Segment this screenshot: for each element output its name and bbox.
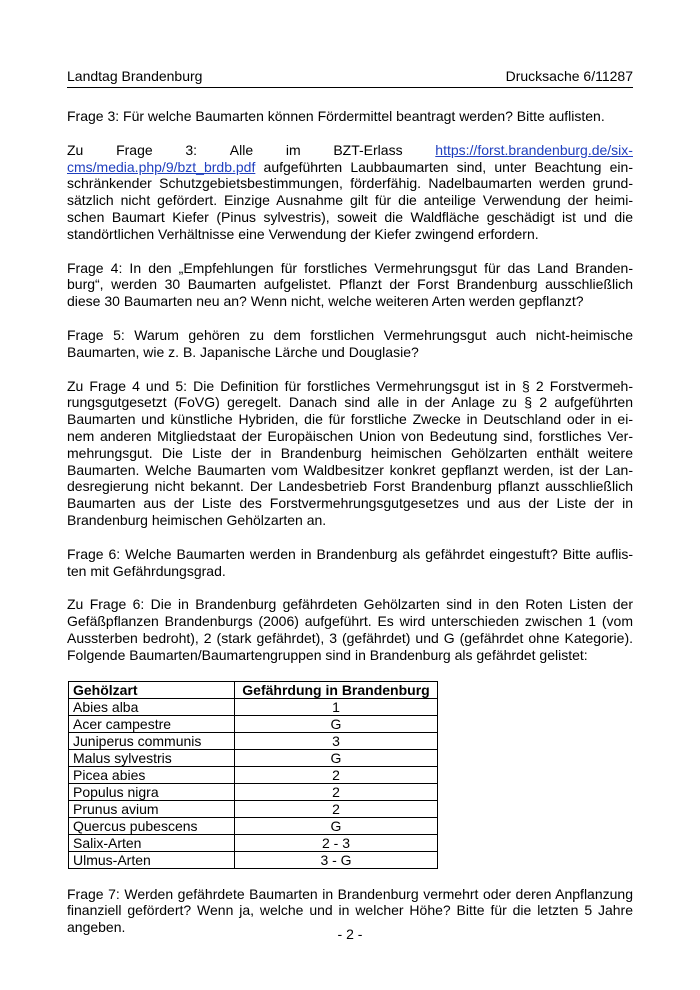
table-row bbox=[69, 732, 438, 749]
answer-3-word: BZT-Erlass bbox=[333, 141, 403, 158]
table-row bbox=[69, 783, 438, 800]
question-3: Frage 3: Für welche Baumarten können Fördermittel beantragt werden? Bitte auflisten. bbox=[67, 108, 605, 124]
endangerment-cell: 2 bbox=[235, 766, 438, 783]
column-header-species: Gehölzart bbox=[69, 681, 235, 698]
endangerment-cell: 3 - G bbox=[235, 851, 438, 868]
endangerment-cell: 2 bbox=[235, 800, 438, 817]
species-cell: Acer campestre bbox=[69, 715, 235, 732]
column-header-endangerment: Gefährdung in Brandenburg bbox=[235, 681, 438, 698]
endangerment-cell: 1 bbox=[235, 698, 438, 715]
species-cell: Quercus pubescens bbox=[69, 817, 235, 834]
species-cell: Malus sylvestris bbox=[69, 749, 235, 766]
answer-6: Zu Frage 6: Die in Brandenburg gefährdeten Gehölzarten sind in den Roten Listen der Gefäßpflanzen Brandenburgs (2006) aufgeführt. Es wird unterschieden zwischen 1 (vom Aussterben bedroht), 2 (stark gefährdet), 3 (gefährdet) und G (gefährdet ohne Kategorie). Folgende Baumarten/Baumartengruppen sind in Brandenburg als gefährdet gelistet: bbox=[67, 596, 633, 663]
species-cell: Ulmus-Arten bbox=[69, 851, 235, 868]
page-number: - 2 - bbox=[337, 926, 363, 942]
answer-4-5: Zu Frage 4 und 5: Die Definition für forstliches Vermehrungsgut ist in § 2 Forstvermeh-rungsgutgesetzt (FoVG) geregelt. Danach sind alle in der Anlage zu § 2 aufgeführten Baumarten und künstliche Hybriden, die für forstliche Zwecke in Deutschland oder in ei-nem anderen Mitgliedstaat der Europäischen Union von Bedeutung sind, forstliches Ver-mehrungsgut. Die Liste der in Brandenburg heimischen Gehölzarten enthält weitere Baumarten. Welche Baumarten vom Waldbesitzer konkret gepflanzt werden, ist der Lan-desregierung nicht bekannt. Der Landesbetrieb Forst Brandenburg pflanzt ausschließlich Baumarten aus der Liste des Forstvermehrungsgutgesetzes und aus der Liste der in Brandenburg heimischen Gehölzarten an. bbox=[67, 377, 633, 528]
answer-3-word: 3: bbox=[185, 141, 198, 158]
endangerment-cell: G bbox=[235, 749, 438, 766]
page-header bbox=[67, 68, 633, 88]
table-row bbox=[69, 834, 438, 851]
species-cell: Prunus avium bbox=[69, 800, 235, 817]
endangerment-cell: G bbox=[235, 715, 438, 732]
answer-3-body bbox=[67, 159, 633, 243]
answer-3 bbox=[67, 142, 633, 243]
species-cell: Salix-Arten bbox=[69, 834, 235, 851]
bzt-link-part-1[interactable]: https://forst.brandenburg.de/six- bbox=[435, 141, 633, 158]
table-header-row bbox=[69, 681, 438, 698]
answer-3-word: Frage bbox=[116, 141, 153, 158]
table-row bbox=[69, 766, 438, 783]
question-5: Frage 5: Warum gehören zu dem forstlichen Vermehrungsgut auch nicht-heimische Baumarten, wie z. B. Japanische Lärche und Douglasie? bbox=[67, 326, 633, 360]
endangerment-cell: 3 bbox=[235, 732, 438, 749]
table-row bbox=[69, 715, 438, 732]
answer-3-word: Alle bbox=[229, 141, 254, 158]
answer-3-first-line bbox=[67, 142, 633, 159]
question-7: Frage 7: Werden gefährdete Baumarten in Brandenburg vermehrt oder deren Anpflanzung finanziell gefördert? Wenn ja, welche und in welcher Höhe? Bitte für die letzten 5 Jahre angeben. bbox=[67, 885, 633, 936]
table-row bbox=[69, 800, 438, 817]
table-row bbox=[69, 698, 438, 715]
endangerment-cell: G bbox=[235, 817, 438, 834]
species-cell: Picea abies bbox=[69, 766, 235, 783]
endangered-species-table bbox=[68, 681, 438, 869]
endangerment-cell: 2 bbox=[235, 783, 438, 800]
endangerment-cell: 2 - 3 bbox=[235, 834, 438, 851]
table-row bbox=[69, 749, 438, 766]
document-page bbox=[67, 68, 633, 936]
header-right: Drucksache 6/11287 bbox=[505, 68, 633, 84]
table-row bbox=[69, 851, 438, 868]
bzt-link-part-2[interactable]: cms/media.php/9/bzt_brdb.pdf bbox=[67, 158, 256, 175]
answer-3-text: aufgeführten Laubbaumarten sind, unter Beachtung ein-schränkender Schutzgebietsbestimmungen, förderfähig. Nadelbaumarten werden grund-sätzlich nicht gefördert. Einzige Ausnahme gilt für die anteilige Verwendung der heimi-schen Baumart Kiefer (Pinus sylvestris), soweit die Waldfläche geschädigt ist und die standörtlichen Verhältnisse eine Verwendung der Kiefer zwingend erfordern. bbox=[67, 158, 633, 242]
question-4: Frage 4: In den „Empfehlungen für forstliches Vermehrungsgut für das Land Branden-burg“, werden 30 Baumarten aufgelistet. Pflanzt der Forst Brandenburg ausschließlich diese 30 Baumarten neu an? Wenn nicht, welche weiteren Arten werden gepflanzt? bbox=[67, 259, 633, 310]
answer-3-word: im bbox=[285, 141, 301, 158]
species-cell: Populus nigra bbox=[69, 783, 235, 800]
table-row bbox=[69, 817, 438, 834]
answer-3-word: Zu bbox=[67, 141, 84, 158]
species-cell: Juniperus communis bbox=[69, 732, 235, 749]
question-6: Frage 6: Welche Baumarten werden in Brandenburg als gefährdet eingestuft? Bitte auflis-ten mit Gefährdungsgrad. bbox=[67, 545, 633, 579]
header-left: Landtag Brandenburg bbox=[67, 68, 203, 84]
species-cell: Abies alba bbox=[69, 698, 235, 715]
